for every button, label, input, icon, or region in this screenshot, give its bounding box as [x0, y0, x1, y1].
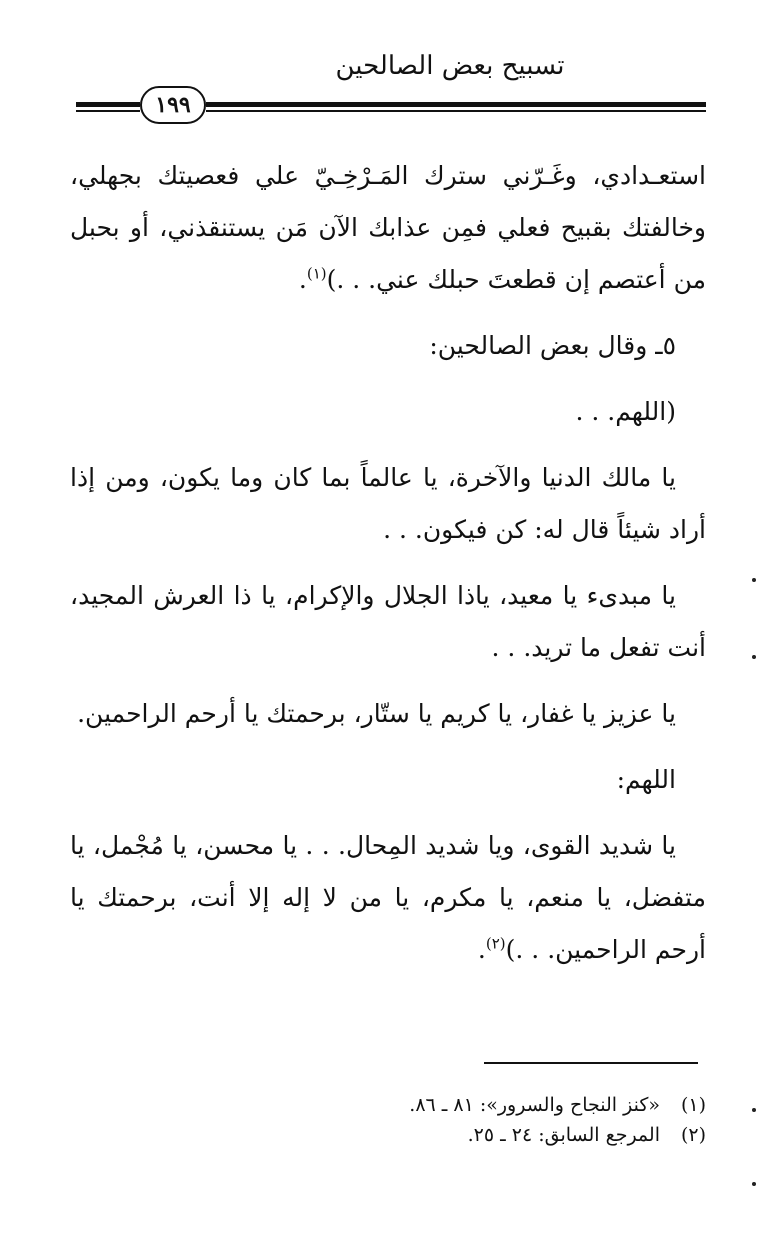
- paragraph: يا عزيز يا غفار، يا كريم يا ستّار، برحمتك يا أرحم الراحمين.: [77, 699, 676, 728]
- body-text: [70, 150, 706, 990]
- footnote-text: «كنز النجاح والسرور»: ٨١ ـ ٨٦.: [409, 1094, 660, 1116]
- margin-mark: [752, 578, 756, 582]
- margin-mark: [752, 1182, 756, 1186]
- section-heading: ٥ـ وقال بعض الصالحين:: [429, 331, 676, 360]
- header-rule-left-thin: [76, 110, 140, 112]
- footnotes: [250, 1090, 706, 1150]
- footnote-ref: (١): [306, 264, 327, 283]
- header-rule-left: [76, 102, 140, 107]
- page-number: ١٩٩: [140, 86, 206, 124]
- footnote-ref: (٢): [485, 934, 506, 953]
- paragraph: (اللهم. . .: [575, 397, 676, 426]
- paragraph: اللهم:: [616, 765, 676, 794]
- paragraph-end: .: [477, 935, 486, 964]
- header-rule-right: [206, 102, 706, 107]
- footnote-number: (٢): [680, 1124, 706, 1146]
- footnote: [250, 1090, 706, 1120]
- paragraph: يا مالك الدنيا والآخرة، يا عالماً بما كان وما يكون، ومن إذا أراد شيئاً قال له: كن فيكون. . .: [70, 463, 706, 544]
- paragraph: [70, 150, 706, 306]
- margin-mark: [752, 655, 756, 659]
- footnote-number: (١): [680, 1094, 706, 1116]
- footnote: [250, 1120, 706, 1150]
- margin-mark: [752, 1108, 756, 1112]
- footnote-separator: [484, 1062, 698, 1064]
- paragraph-text: يا شديد القوى، ويا شديد المِحال. . . يا محسن، يا مُجْمل، يا متفضل، يا منعم، يا مكرم، يا من لا إله إلا أنت، برحمتك يا أرحم الراحمين. . .): [70, 831, 706, 964]
- paragraph: يا مبدىء يا معيد، ياذا الجلال والإكرام، يا ذا العرش المجيد، أنت تفعل ما تريد. . .: [70, 581, 706, 662]
- running-title: تسبيح بعض الصالحين: [335, 51, 565, 81]
- paragraph-end: .: [298, 265, 307, 294]
- paragraph: [70, 820, 706, 976]
- footnote-text: المرجع السابق: ٢٤ ـ ٢٥.: [467, 1124, 660, 1146]
- header-rule-right-thin: [206, 110, 706, 112]
- paragraph-text: استعـدادي، وغَـرّني سترك المَـرْخِـيّ علي فعصيتك بجهلي، وخالفتك بقبيح فعلي فمِن عذابك الآن مَن يستنقذني، أو بحبل من أعتصم إن قطعتَ حبلك عني. . .): [70, 161, 706, 294]
